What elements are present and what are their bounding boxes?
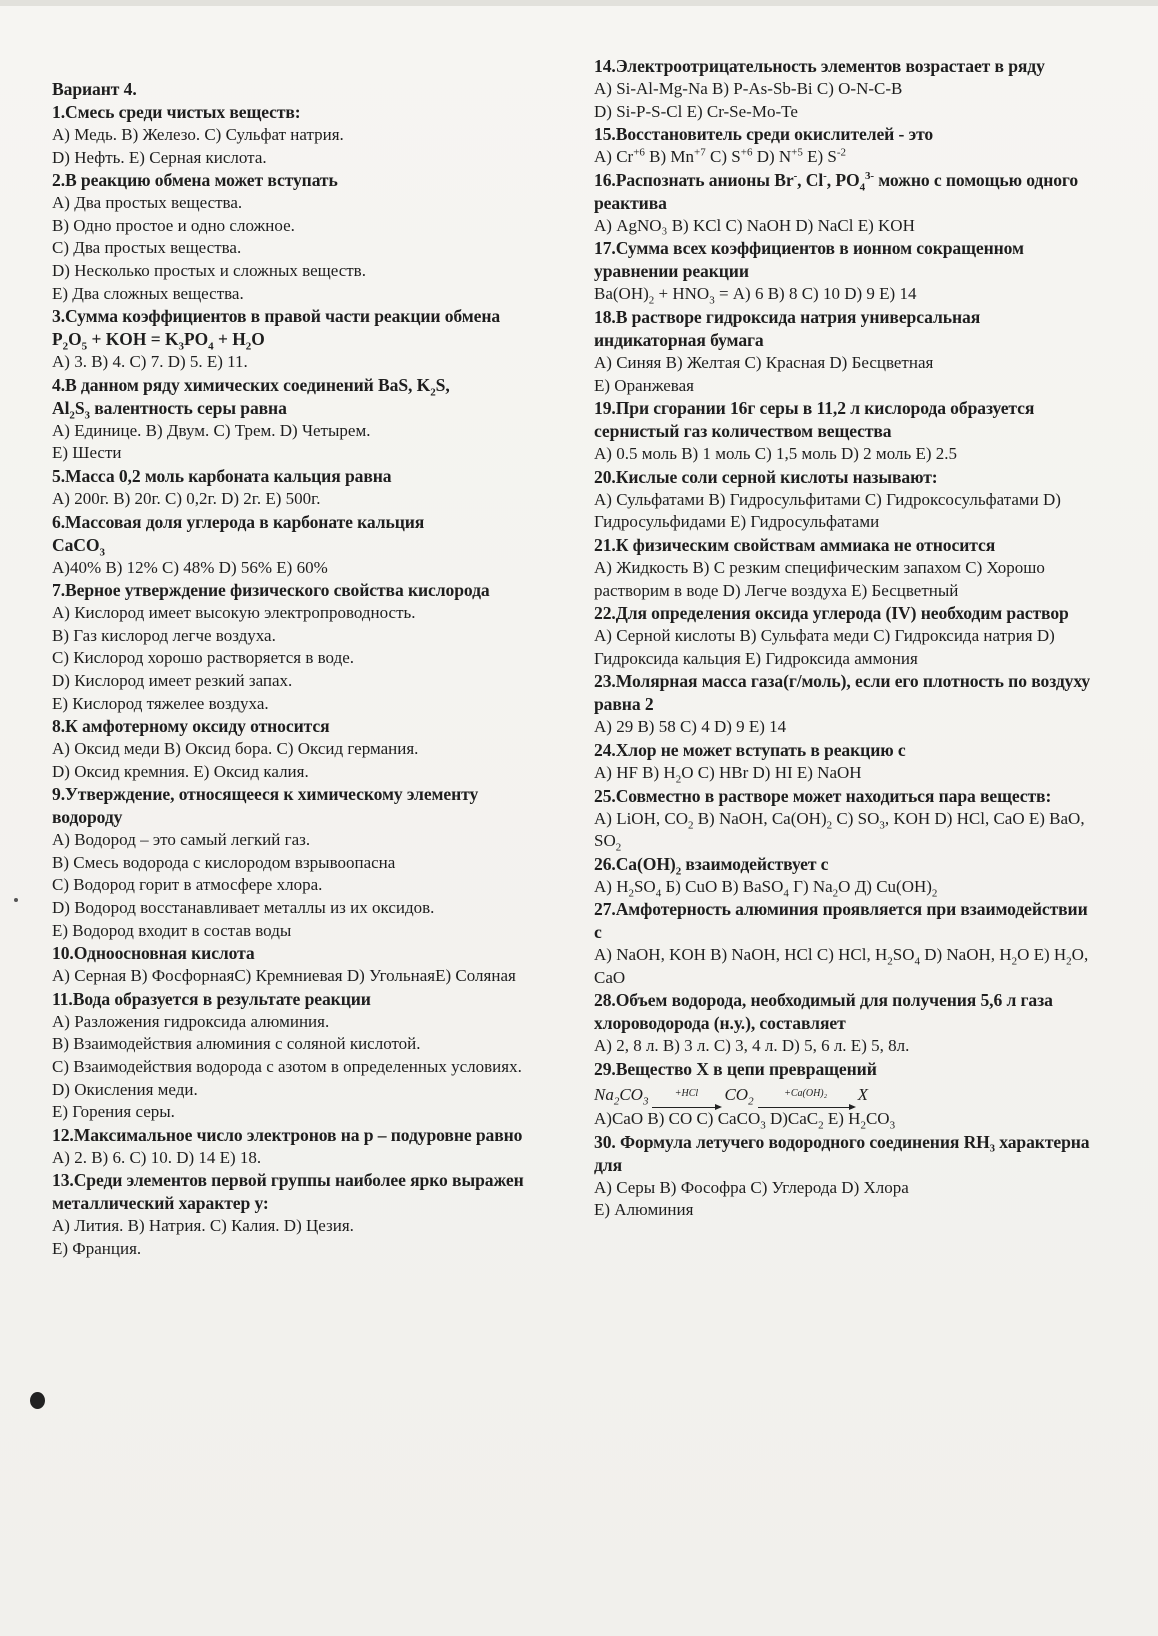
scan-edge — [0, 0, 1158, 6]
answer-line: D) Оксид кремния. Е) Оксид калия. — [52, 761, 309, 781]
question-title: 27.Амфотерность алюминия проявляется при взаимодействии с — [594, 899, 1088, 943]
answer-line: А) Сульфатами В) Гидросульфитами С) Гидроксосульфатами D) Гидросульфидами Е) Гидросульфатами — [594, 489, 1061, 532]
answer-line: Е) Алюминия — [594, 1200, 694, 1220]
question-2 — [52, 169, 552, 305]
answer-line: А) HF В) $H_2O$ С) HBr D) HI Е) NaOH — [594, 762, 862, 786]
answer-line: А) AgNO₃ В) KCl С) NaOH D) NaCl Е) KOH — [594, 215, 915, 235]
answer-line: В) Газ кислород легче воздуха. — [52, 625, 276, 645]
question-25 — [594, 785, 1094, 853]
answer-line: А) Два простых вещества. — [52, 193, 243, 213]
question-22 — [594, 602, 1094, 670]
question-3 — [52, 305, 552, 374]
answer-line: D) Водород восстанавливает металлы из их оксидов. — [52, 898, 435, 918]
question-29 — [594, 1058, 1094, 1131]
answer-line: D) Несколько простых и сложных веществ. — [52, 260, 366, 280]
question-9 — [52, 783, 552, 942]
right-column — [594, 55, 1094, 1222]
answer-line: Е) Водород входит в состав воды — [52, 920, 292, 940]
answer-line: А) Лития. В) Натрия. С) Калия. D) Цезия. — [52, 1216, 354, 1236]
scan-speck — [14, 898, 18, 902]
question-title: 22.Для определения оксида углерода (IV) необходим раствор — [594, 603, 1069, 624]
question-8 — [52, 715, 552, 783]
reaction-equation: $P_2O_5$ + KOH = $K_3PO_4 + H_2O$ — [52, 329, 265, 353]
question-7 — [52, 579, 552, 715]
question-5 — [52, 465, 552, 511]
question-title: 18.В растворе гидроксида натрия универсальная индикаторная бумага — [594, 306, 981, 350]
answer-line: С) Взаимодействия водорода с азотом в определенных условиях. — [52, 1057, 522, 1077]
question-21 — [594, 534, 1094, 602]
question-title: 8.К амфотерному оксиду относится — [52, 716, 330, 737]
question-13 — [52, 1169, 552, 1260]
question-15 — [594, 123, 1094, 169]
question-title: 2.В реакцию обмена может вступать — [52, 170, 338, 191]
transformation-chain: $Na_2CO_3$ +HCl $CO_2$ +Ca(OH)₂ X — [594, 1081, 1094, 1108]
question-12 — [52, 1124, 552, 1170]
answer-line: А) Водород – это самый легкий газ. — [52, 830, 311, 850]
question-title: 3.Сумма коэффициентов в правой части реакции обмена — [52, 306, 501, 327]
answer-line: В) Одно простое и одно сложное. — [52, 215, 295, 235]
question-14 — [594, 55, 1094, 123]
question-title: 14.Электроотрицательность элементов возрастает в ряду — [594, 56, 1045, 76]
question-title: 24.Хлор не может вступать в реакцию с — [594, 739, 906, 760]
answer-line: С) Кислород хорошо растворяется в воде. — [52, 648, 355, 668]
answer-line: А)40% В) 12% С) 48% D) 56% Е) 60% — [52, 557, 328, 577]
question-title: 28.Объем водорода, необходимый для получения 5,6 л газа хлороводорода (н.у.), составляет — [594, 990, 1053, 1034]
question-27 — [594, 898, 1094, 989]
question-title: 15.Восстановитель среди окислителей - это — [594, 124, 934, 145]
answer-line: А) $H_2SO_4$ Б) CuO В) BaSO$_4$ Г) $Na_2O$ Д) $Cu(OH)_2$ — [594, 876, 938, 900]
answer-line: Е) Горения серы. — [52, 1102, 175, 1122]
answer-line: А) Жидкость В) С резким специфическим запахом С) Хорошо растворим в воде D) Легче воздуха Е) Бесцветный — [594, 557, 1045, 600]
question-19 — [594, 397, 1094, 466]
question-20 — [594, 466, 1094, 534]
answer-line: А) Разложения гидроксида алюминия. — [52, 1011, 330, 1031]
answer-line: Е) Франция. — [52, 1239, 142, 1258]
answer-line: А) Серы В) Фософра С) Углерода D) Хлора — [594, 1177, 909, 1197]
question-title: 16.Распознать анионы Br-, Cl-, $PO_4^{3-}$ можно с помощью одного реактива — [594, 169, 1079, 213]
arrow-icon: +HCl — [652, 1081, 720, 1108]
answer-line: Е) Два сложных вещества. — [52, 283, 244, 303]
question-title: 20.Кислые соли серной кислоты называют: — [594, 466, 938, 487]
question-title: 11.Вода образуется в результате реакции — [52, 988, 371, 1009]
answer-line: А) Кислород имеет высокую электропроводность. — [52, 603, 416, 623]
question-title: $26.Ca(OH)_2$ взаимодействует с — [594, 853, 829, 878]
answer-line: А) Si-Al-Mg-Na В) P-As-Sb-Bi С) O-N-C-B — [594, 79, 903, 98]
question-16 — [594, 169, 1094, 238]
answer-line: D) Si-P-S-Cl Е) Cr-Se-Mo-Te — [594, 101, 798, 121]
answer-line: В) Взаимодействия алюминия с соляной кислотой. — [52, 1034, 421, 1054]
question-title: 23.Молярная масса газа(г/моль), если его плотность по воздуху равна 2 — [594, 671, 1091, 715]
question-18 — [594, 306, 1094, 397]
answer-line: D) Кислород имеет резкий запах. — [52, 670, 293, 690]
question-title: 7.Верное утверждение физического свойства кислорода — [52, 580, 490, 601]
variant-title: Вариант 4. — [52, 79, 137, 99]
question-title: 4.В данном ряду химических соединений BaS, $K_2S$, $Al_2S_3$ валентность серы равна — [52, 374, 450, 422]
answer-line: D) Нефть. Е) Серная кислота. — [52, 147, 267, 167]
question-title: 30. Формула летучего водородного соединения RH₃ характерна для — [594, 1131, 1090, 1175]
question-17 — [594, 237, 1094, 306]
arrow-icon: +Ca(OH)₂ — [758, 1081, 854, 1108]
question-title: 10.Одноосновная кислота — [52, 943, 255, 964]
question-title: 6.Массовая доля углерода в карбонате кальция CaCO$_3$ — [52, 511, 425, 559]
answer-line: Е) Шести — [52, 443, 122, 463]
answer-line: А) 0.5 моль В) 1 моль С) 1,5 моль D) 2 моль Е) 2.5 — [594, 444, 958, 464]
question-title: 21.К физическим свойствам аммиака не относится — [594, 534, 996, 555]
question-title: 1.Смесь среди чистых веществ: — [52, 102, 301, 122]
answer-line: А) 2. В) 6. С) 10. D) 14 Е) 18. — [52, 1147, 262, 1167]
answer-line: А) Оксид меди В) Оксид бора. С) Оксид германия. — [52, 739, 419, 759]
question-26 — [594, 853, 1094, 899]
answer-line: А)CaO В) CO С) CaCO$_3$ D)CaC$_2$ Е) $H_2CO_3$ — [594, 1109, 896, 1132]
left-column — [52, 78, 552, 1261]
answer-line: В) Смесь водорода с кислородом взрывоопасна — [52, 852, 396, 872]
question-title: 12.Максимальное число электронов на р – подуровне равно — [52, 1124, 523, 1145]
question-30 — [594, 1131, 1094, 1222]
question-10 — [52, 942, 552, 988]
question-1 — [52, 101, 552, 169]
answer-line: А) 29 В) 58 С) 4 D) 9 Е) 14 — [594, 717, 787, 737]
answer-line: А) $Cr^{+6}$ В) $Mn^{+7}$ С) $S^{+6}$ D) $N^{+5}$ Е) $S^{-2}$ — [594, 146, 847, 167]
answer-line: А) Серной кислоты В) Сульфата меди С) Гидроксида натрия D) Гидроксида кальция Е) Гидроксида аммония — [594, 626, 1055, 668]
answer-line: А) LiOH, $CO_2$ В) NaOH, $Ca(OH)_2$ С) $SO_3$, KOH D) HCl, CaO Е) BaO, $SO_2$ — [594, 808, 1085, 854]
question-title: 17.Сумма всех коэффициентов в ионном сокращенном уравнении реакции — [594, 238, 1024, 282]
question-6 — [52, 511, 552, 580]
answer-line: D) Окисления меди. — [52, 1079, 198, 1099]
answer-line: Е) Кислород тяжелее воздуха. — [52, 693, 269, 713]
question-title: 19.При сгорании 16г серы в 11,2 л кислорода образуется сернистый газ количеством вещества — [594, 398, 1035, 442]
answer-line: А) Синяя В) Желтая С) Красная D) Бесцветная — [594, 352, 934, 372]
answer-line: А) 200г. В) 20г. С) 0,2г. D) 2г. Е) 500г. — [52, 488, 321, 508]
answer-line: С) Водород горит в атмосфере хлора. — [52, 875, 323, 895]
question-title: 9.Утверждение, относящееся к химическому элементу водороду — [52, 784, 479, 828]
answer-line: А) Единице. В) Двум. С) Трем. D) Четырем. — [52, 420, 371, 440]
question-title: 5.Масса 0,2 моль карбоната кальция равна — [52, 465, 392, 486]
answer-line: А) NaOH, KOH В) NaOH, HCl С) HCl, $H_2SO_4$ D) NaOH, $H_2O$ Е) $H_2O$, CaO — [594, 945, 1089, 987]
question-23 — [594, 670, 1094, 739]
answer-line: Е) Оранжевая — [594, 375, 694, 395]
question-title: 25.Совместно в растворе может находиться пара веществ: — [594, 785, 1052, 806]
question-11 — [52, 988, 552, 1124]
answer-line: $Ba(OH)_2 + HNO_3 = А$) 6 В) 8 С) 10 D) 9 Е) 14 — [594, 284, 917, 307]
answer-line: А) Серная В) ФосфорнаяС) Кремниевая D) УгольнаяЕ) Соляная — [52, 966, 516, 986]
question-title: 29.Вещество X в цепи превращений — [594, 1059, 877, 1080]
ink-blot — [30, 1392, 45, 1409]
question-28 — [594, 989, 1094, 1058]
answer-line: А) 2, 8 л. В) 3 л. С) 3, 4 л. D) 5, 6 л. Е) 5, 8л. — [594, 1036, 910, 1056]
answer-line: А) Медь. В) Железо. С) Сульфат натрия. — [52, 125, 344, 144]
question-24 — [594, 739, 1094, 785]
question-title: 13.Среди элементов первой группы наиболее ярко выражен металлический характер у: — [52, 1170, 524, 1214]
answer-line: С) Два простых вещества. — [52, 238, 242, 258]
question-4 — [52, 374, 552, 465]
answer-line: А) 3. В) 4. С) 7. D) 5. Е) 11. — [52, 352, 248, 372]
